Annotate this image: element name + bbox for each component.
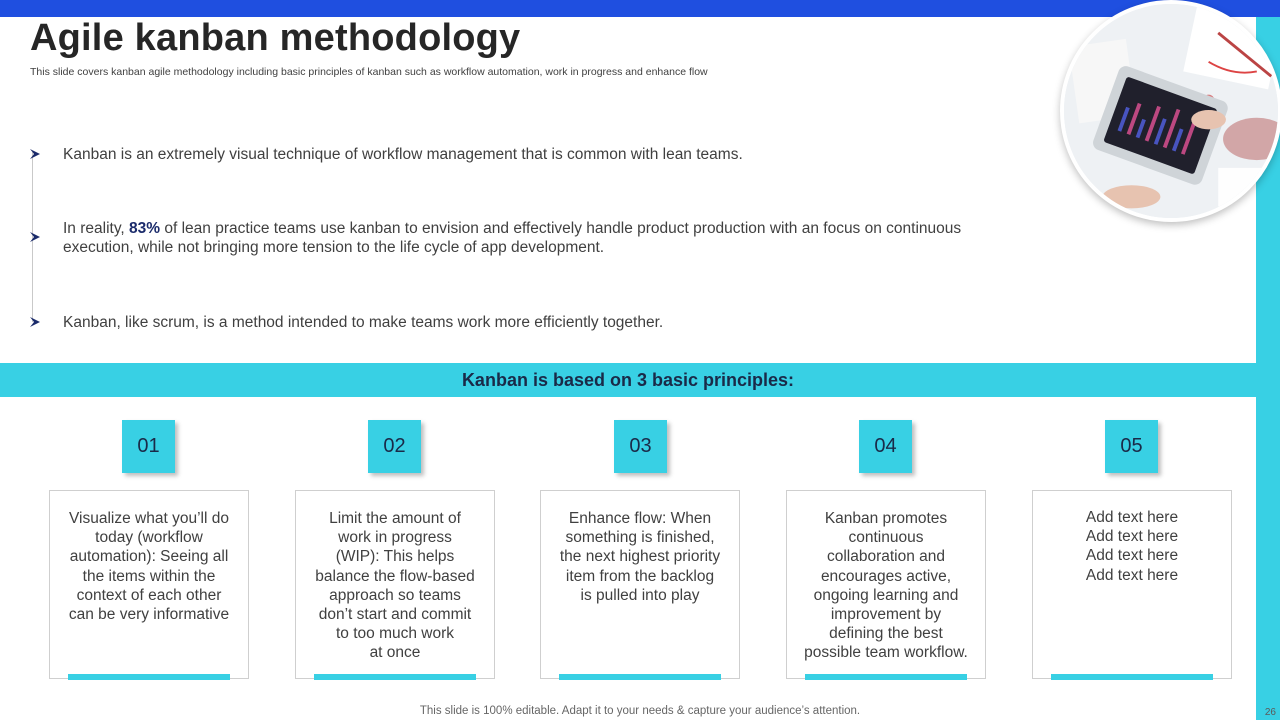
placeholder-line[interactable]: Add text here: [1085, 528, 1179, 546]
bullet-text-prefix: In reality,: [63, 220, 130, 237]
principle-line: balance the flow-based: [315, 567, 475, 585]
principle-line: work in progress: [338, 529, 452, 547]
principle-line: item from the backlog: [565, 567, 715, 585]
principle-card: [540, 490, 740, 679]
principle-card: [295, 490, 495, 679]
diamond-arrow-icon: [28, 230, 42, 244]
principle-line: approach so teams: [329, 586, 461, 604]
page-subtitle: This slide covers kanban agile methodology including basic principles of kanban such as workflow automation, work in progress and enhance flow: [30, 66, 708, 78]
principle-line: Visualize what you’ll do: [69, 510, 229, 527]
principle-line: the items within the: [82, 567, 216, 585]
principle-number-box: 05: [1105, 420, 1158, 473]
principle-line: possible team workflow.: [804, 644, 968, 662]
card-accent-bar: [68, 674, 230, 680]
principle-line: something is finished,: [565, 529, 715, 547]
tablet-photo: [1060, 0, 1280, 222]
bullet-text: Kanban, like scrum, is a method intended to make teams work more efficiently together.: [63, 314, 664, 331]
principle-line: Kanban promotes: [824, 510, 948, 527]
principle-line: continuous: [848, 529, 924, 547]
bullet-text: [63, 219, 988, 257]
principles-heading: Kanban is based on 3 basic principles:: [461, 369, 795, 390]
principle-line: the next highest priority: [559, 548, 721, 566]
diamond-arrow-icon: [28, 315, 42, 329]
principle-line: today (workflow: [95, 529, 203, 547]
principle-line: automation): Seeing all: [69, 548, 229, 566]
placeholder-line[interactable]: Add text here: [1085, 509, 1179, 526]
tablet-photo-illustration: [1064, 4, 1278, 218]
footer-note: This slide is 100% editable. Adapt it to your needs & capture your audience’s attention.: [419, 705, 861, 717]
principles-heading-band: [0, 363, 1256, 397]
card-accent-bar: [314, 674, 476, 680]
principle-line: at once: [369, 644, 421, 662]
stat-highlight: 83%: [129, 220, 161, 237]
principle-card-text: [60, 509, 238, 624]
bullet-text: Kanban is an extremely visual technique of workflow management that is common with lean teams.: [63, 146, 743, 163]
principle-card: [1032, 490, 1232, 679]
principle-card-text: [797, 509, 975, 663]
principle-number-box: 02: [368, 420, 421, 473]
principle-line: encourages active,: [820, 567, 952, 585]
principle-number-box: 01: [122, 420, 175, 473]
principle-line: improvement by: [830, 606, 942, 624]
principle-line: (WIP): This helps: [335, 548, 455, 566]
principle-number-box: 03: [614, 420, 667, 473]
principle-card: [49, 490, 249, 679]
placeholder-line[interactable]: Add text here: [1085, 547, 1179, 565]
diamond-arrow-icon: [28, 147, 42, 161]
principle-line: collaboration and: [826, 548, 946, 566]
principle-line: defining the best: [829, 625, 943, 643]
principle-card: [786, 490, 986, 679]
principle-line: ongoing learning and: [813, 586, 959, 604]
principle-card-text: [306, 509, 484, 663]
placeholder-line[interactable]: Add text here: [1085, 566, 1179, 584]
bullet-text-suffix: of lean practice teams use kanban to envision and effectively handle product production with an focus on continuous execution, while not bringing more tension to the life cycle of app development.: [63, 220, 962, 256]
principle-line: to too much work: [335, 625, 455, 643]
principle-number-box: 04: [859, 420, 912, 473]
top-accent-bar: [0, 0, 1280, 17]
principle-line: Limit the amount of: [329, 510, 461, 527]
principle-line: don’t start and commit: [318, 606, 472, 624]
page-number: 26: [1264, 707, 1276, 718]
principle-line: is pulled into play: [580, 586, 700, 604]
principle-line: Enhance flow: When: [568, 510, 712, 527]
principle-line: can be very informative: [68, 606, 230, 624]
principle-line: context of each other: [76, 586, 222, 604]
card-accent-bar: [559, 674, 721, 680]
card-accent-bar: [1051, 674, 1213, 680]
page-title: Agile kanban methodology: [30, 17, 521, 59]
principle-card-text: [551, 509, 729, 605]
card-accent-bar: [805, 674, 967, 680]
principle-card-text: [1043, 508, 1221, 585]
